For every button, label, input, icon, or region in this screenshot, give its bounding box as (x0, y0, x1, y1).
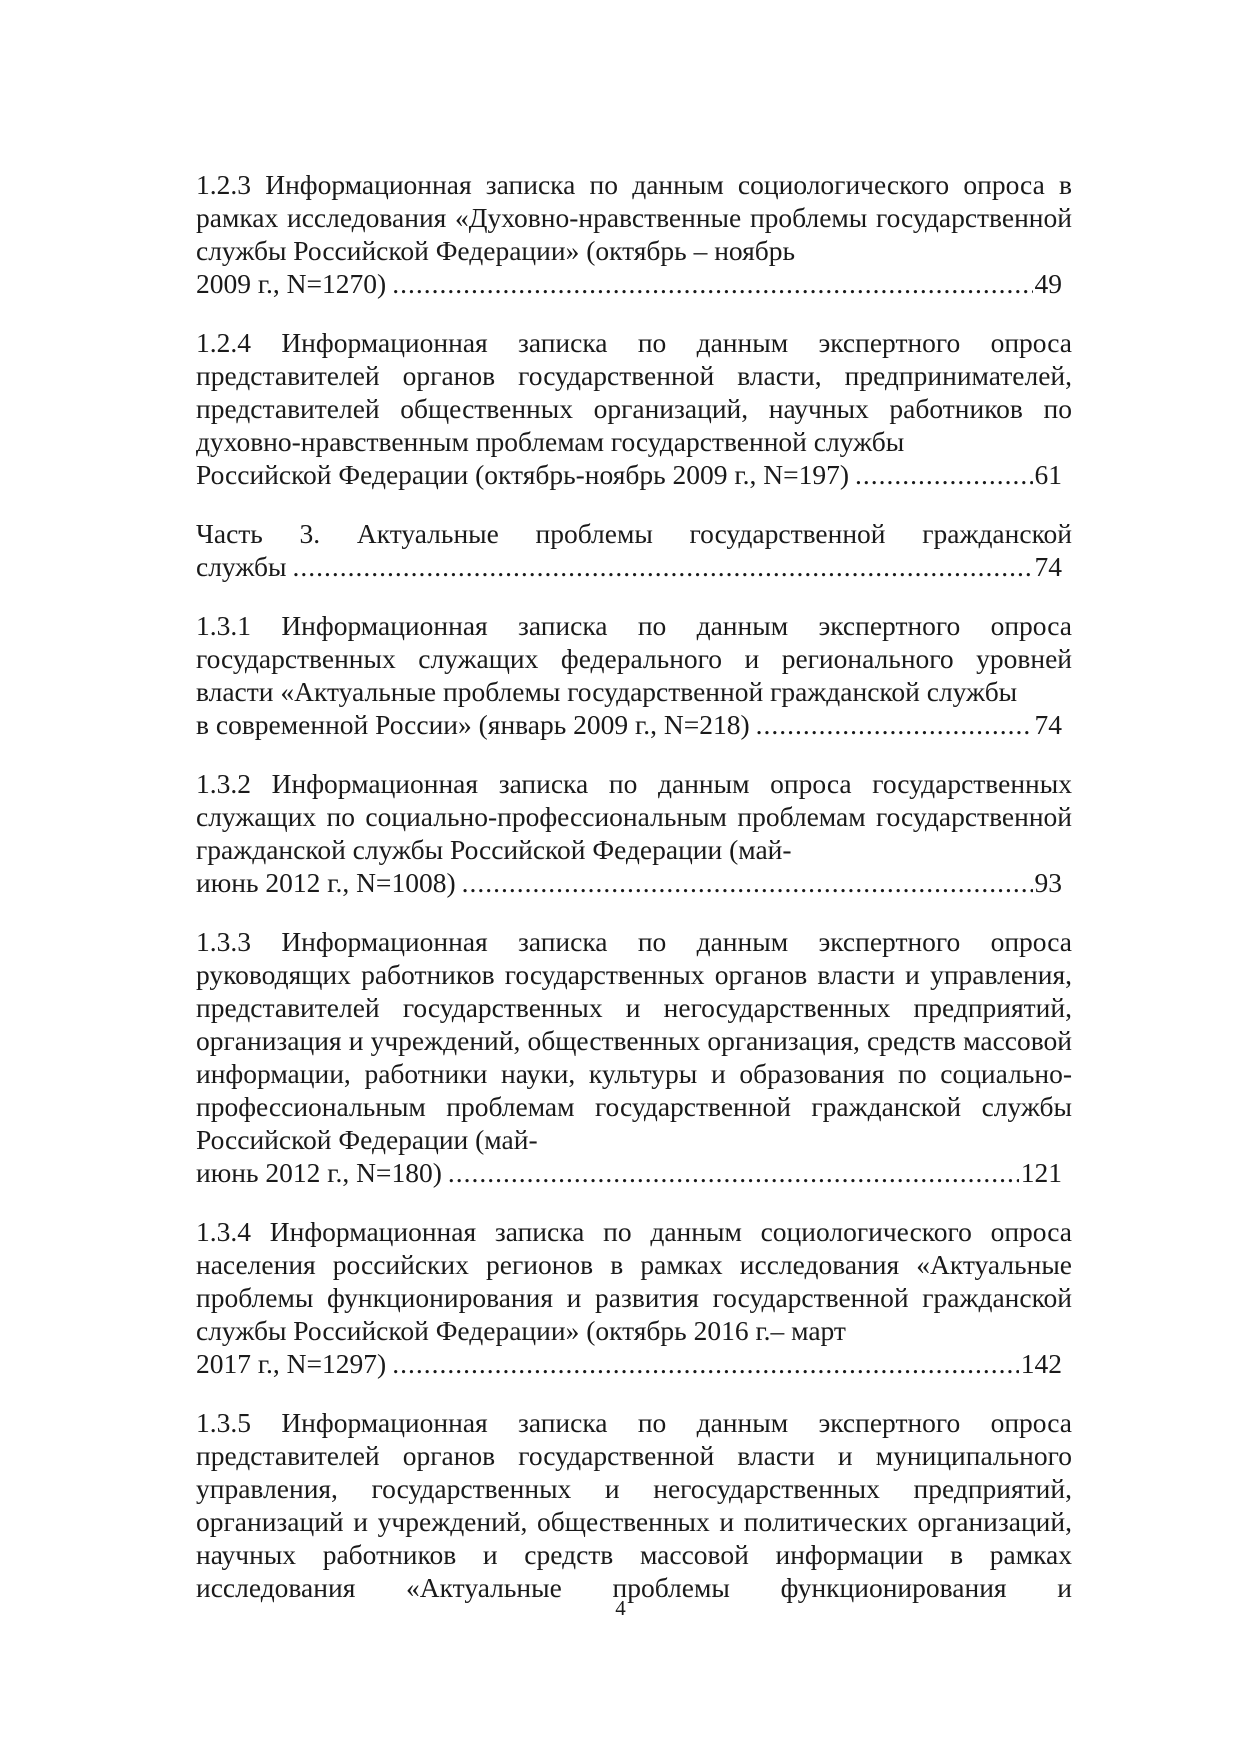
page-number: 4 (615, 1596, 626, 1620)
toc-entry-tail: службы (196, 551, 287, 582)
toc-entry-tail: в современной России» (январь 2009 г., N=218) (196, 709, 750, 740)
toc-page-number: 142 (1020, 1348, 1062, 1379)
toc-page-number: 61 (1034, 459, 1062, 490)
toc-entry-tail: 2009 г., N=1270) (196, 268, 387, 299)
toc-entry-tail: 2017 г., N=1297) (196, 1348, 387, 1379)
toc-entry-1-2-4[interactable] (196, 326, 1072, 491)
toc-page-number: 74 (1034, 551, 1062, 582)
dot-leader (756, 708, 1033, 741)
toc-entry-last-line (196, 1347, 1062, 1380)
toc-entry-part-3[interactable] (196, 517, 1072, 583)
toc-entry-text: Часть 3. Актуальные проблемы государственной гражданской (196, 518, 1072, 549)
toc-entry-last-line (196, 1156, 1062, 1189)
dot-leader (292, 550, 1032, 583)
toc-page-number: 121 (1020, 1157, 1062, 1188)
toc-entry-text: 1.3.3 Информационная записка по данным экспертного опроса руководящих работников государственных органов власти и управления, представителей государственных и негосударственных предприятий, организация и учреждений, общественных организация, средств массовой информации, работники науки, культуры и образования по социально-профессиональным проблемам государственной гражданской службы Российской Федерации (май- (196, 926, 1072, 1155)
toc-entry-text: 1.2.4 Информационная записка по данным экспертного опроса представителей органов государственной власти, предпринимателей, представителей общественных организаций, научных работников по духовно-нравственным проблемам государственной службы (196, 327, 1072, 457)
dot-leader (462, 866, 1033, 899)
toc-entry-1-3-4[interactable] (196, 1215, 1072, 1380)
toc-page-number: 74 (1034, 709, 1062, 740)
toc-entry-last-line (196, 708, 1062, 741)
dot-leader (392, 267, 1032, 300)
toc-entry-1-3-5[interactable] (196, 1406, 1072, 1604)
toc-entry-tail: июнь 2012 г., N=180) (196, 1157, 442, 1188)
toc-entry-tail: июнь 2012 г., N=1008) (196, 867, 456, 898)
toc-entry-text: 1.3.2 Информационная записка по данным опроса государственных служащих по социально-профессиональным проблемам государственной гражданской службы Российской Федерации (май- (196, 768, 1072, 865)
toc-entry-last-line (196, 458, 1062, 491)
toc-page-number: 49 (1034, 268, 1062, 299)
toc-entry-tail: Российской Федерации (октябрь-ноябрь 2009 г., N=197) (196, 459, 850, 490)
toc-entry-text: 1.3.1 Информационная записка по данным экспертного опроса государственных служащих федерального и регионального уровней власти «Актуальные проблемы государственной гражданской службы (196, 610, 1072, 707)
dot-leader (448, 1156, 1019, 1189)
table-of-contents (196, 168, 1072, 1630)
toc-entry-text: 1.3.4 Информационная записка по данным социологического опроса населения российских регионов в рамках исследования «Актуальные проблемы функционирования и развития государственной гражданской службы Российской Федерации» (октябрь 2016 г.– март (196, 1216, 1072, 1346)
toc-page-number: 93 (1034, 867, 1062, 898)
dot-leader (855, 458, 1032, 491)
toc-entry-1-2-3[interactable] (196, 168, 1072, 300)
toc-entry-last-line (196, 550, 1062, 583)
dot-leader (392, 1347, 1019, 1380)
toc-entry-1-3-3[interactable] (196, 925, 1072, 1189)
toc-entry-text: 1.3.5 Информационная записка по данным экспертного опроса представителей органов государственной власти и муниципального управления, государственных и негосударственных предприятий, организаций и учреждений, общественных и политических организаций, научных работников и средств массовой информации в рамках исследования «Актуальные проблемы функционирования и (196, 1407, 1072, 1603)
toc-entry-1-3-1[interactable] (196, 609, 1072, 741)
toc-entry-text: 1.2.3 Информационная записка по данным социологического опроса в рамках исследования «Духовно-нравственные проблемы государственной службы Российской Федерации» (октябрь – ноябрь (196, 169, 1072, 266)
toc-entry-last-line (196, 866, 1062, 899)
toc-entry-last-line (196, 267, 1062, 300)
toc-entry-1-3-2[interactable] (196, 767, 1072, 899)
